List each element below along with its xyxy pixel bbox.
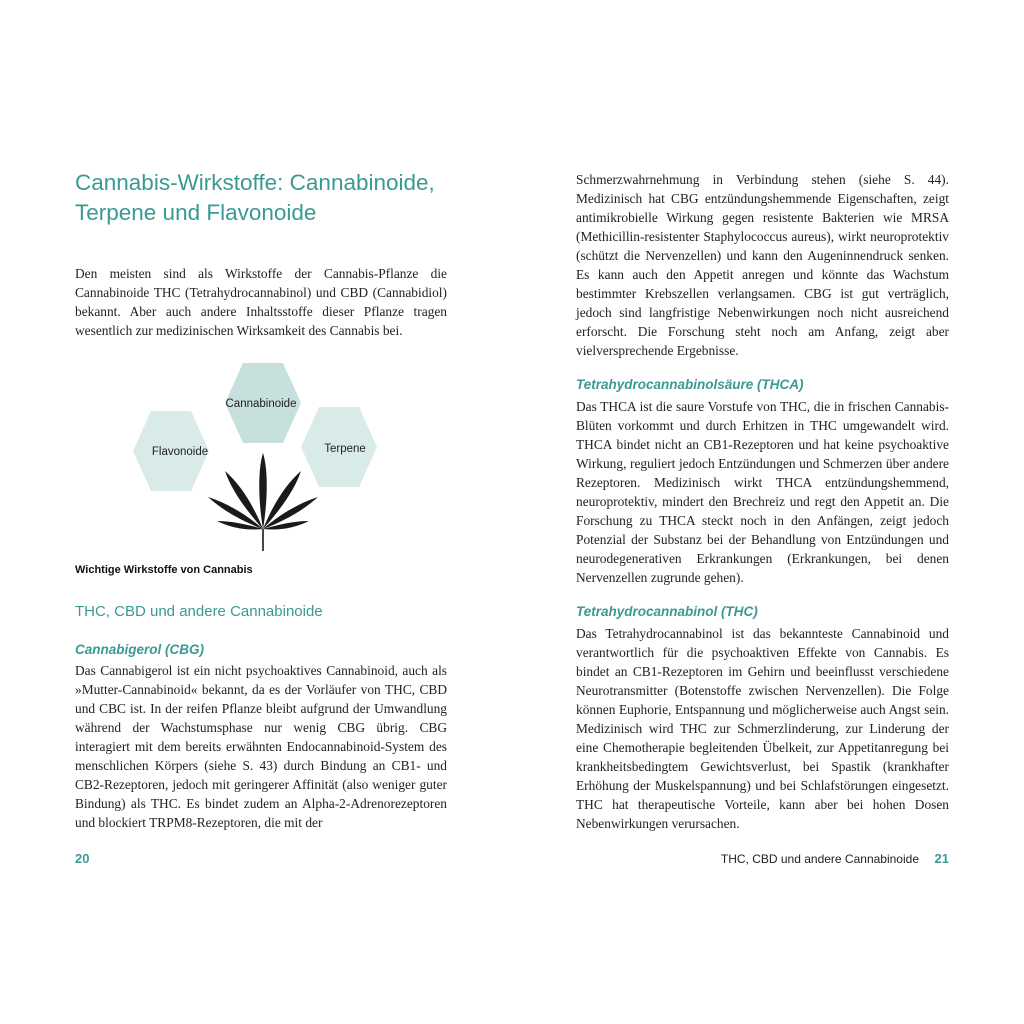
label-terpene: Terpene [324,443,366,455]
left-page [75,0,447,1024]
right-page [576,0,949,1024]
intro-paragraph: Den meisten sind als Wirkstoffe der Cannabis-Pflanze die Cannabinoide THC (Tetrahydrocannabinol) und CBD (Cannabidiol) bekannt. Aber auch andere Inhaltsstoffe dieser Pflanze tragen wesentlich zur medizinischen Wirksamkeit des Cannabis bei. [75,266,447,338]
page-number-left: 20 [75,851,90,866]
thca-paragraph: Das THCA ist die saure Vorstufe von THC, die in frischen Cannabis-Blüten vorkommt und durch Erhitzen in THC umgewandelt wird. THCA bindet nicht an CB1-Rezeptoren und hat keine psychoaktive Wirkung, reguliert jedoch Entzündungen und Schmerzen über andere Rezeptoren. Medizinisch wirkt THCA entzündungshemmend, neuroprotektiv, mindert den Brechreiz und regt den Appetit an. Die Forschung zu THCA steckt noch in den Anfängen, zeigt jedoch Potenzial der Substanz bei der Behandlung von Entzündungen und neurodegenerativen Erkrankungen (Erkrankungen, bei denen Nervenzellen zugrunde gehen). [576,399,949,585]
active-ingredients-figure [115,355,415,560]
cbg-continued-paragraph: Schmerzwahrnehmung in Verbindung stehen (siehe S. 44). Medizinisch hat CBG entzündungshemmende Eigenschaften, zeigt antimikrobielle Wirkung gegen resistente Bakterien wie MRSA (Methicillin-resistenter Staphylococcus aureus), wirkt neuroprotektiv (schützt die Nervenzellen) und kann den Augeninnendruck senken. Es kann auch den Appetit anregen und könnte das Wachstum bestimmter Krebszellen verlangsamen. CBG ist gut verträglich, jedoch sind langfristige Nebenwirkungen noch nicht ausreichend erforscht. Die Forschung steht noch am Anfang, zeigt aber vielversprechende Ergebnisse. [576,172,949,358]
thc-paragraph: Das Tetrahydrocannabinol ist das bekannteste Cannabinoid und verantwortlich für die psychoaktiven Effekte von Cannabis. Es bindet an CB1-Rezeptoren im Gehirn und beeinflusst verschiedene Neurotransmitter (Botenstoffe zwischen Nervenzellen). Die Folge können Euphorie, Entspannung und möglicherweise auch Angst sein. Medizinisch wird THC zur Schmerzlinderung, zur Linderung der eine Chemotherapie begleitenden Übelkeit, zur Appetitanregung bei krankheitsbedingtem Gewichtsverlust, bei Spastik (krankhafter Erhöhung der Muskelspannung) und bei Schlafstörungen eingesetzt. THC hat therapeutische Vorteile, kann aber bei hohen Dosen Nebenwirkungen verursachen. [576,626,949,831]
cbg-heading: Cannabigerol (CBG) [75,642,205,657]
page-number-right: 21 [934,851,949,866]
figure-caption: Wichtige Wirkstoffe von Cannabis [75,564,253,576]
chapter-title: Cannabis-Wirkstoffe: Cannabinoide, Terpene und Flavonoide [75,170,435,225]
thc-heading: Tetrahydrocannabinol (THC) [576,604,758,619]
section-heading: THC, CBD und andere Cannabinoide [75,603,323,620]
cannabis-leaf-icon [208,453,318,551]
thca-heading: Tetrahydrocannabinolsäure (THCA) [576,377,804,392]
label-cannabinoide: Cannabinoide [225,398,297,410]
cbg-paragraph: Das Cannabigerol ist ein nicht psychoaktives Cannabinoid, auch als »Mutter-Cannabinoid« bekannt, da es der Vorläufer von THC, CBD und CBC ist. In der reifen Pflanze bleibt aufgrund der Umwandlung während der Wachstumsphase nur wenig CBG übrig. CBG interagiert mit dem bereits erwähnten Endocannabinoid-System des menschlichen Körpers (siehe S. 43) durch Bindung an CB1- und CB2-Rezeptoren, jedoch mit geringerer Affinität (also weniger guter Bindung) als THC. Es bindet zudem an Alpha-2-Adrenorezeptoren und blockiert TRPM8-Rezeptoren, die mit der [75,663,447,830]
running-head: THC, CBD und andere Cannabinoide [720,852,919,866]
label-flavonoide: Flavonoide [151,446,209,458]
